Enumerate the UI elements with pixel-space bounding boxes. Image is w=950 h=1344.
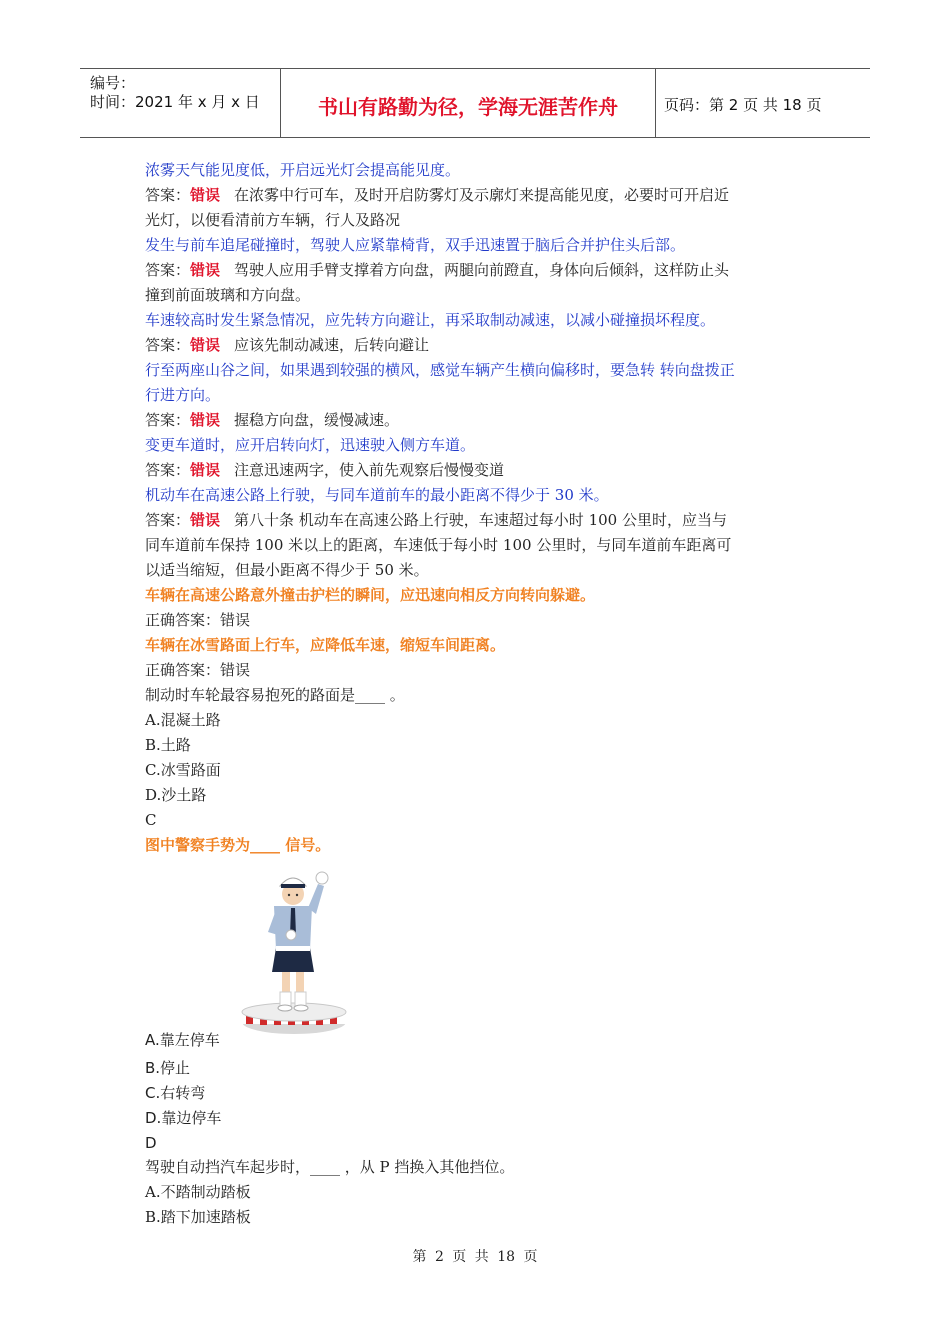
right-sock xyxy=(295,992,306,1006)
answer-label: 答案： xyxy=(145,411,191,429)
answer-label: 答案： xyxy=(145,511,191,529)
answer-line xyxy=(145,260,729,280)
answer-label: 答案： xyxy=(145,186,191,204)
belt xyxy=(276,946,310,951)
answer-verdict: 错误 xyxy=(190,186,221,204)
question-text: 制动时车轮最容易抱死的路面是____ 。 xyxy=(145,686,405,704)
answer-verdict: 错误 xyxy=(190,411,221,429)
answer-line xyxy=(145,510,727,530)
raised-arm xyxy=(308,884,324,914)
answer-line xyxy=(145,335,429,355)
question-text: 车辆在高速公路意外撞击护栏的瞬间，应迅速向相反方向转向躲避。 xyxy=(145,586,596,604)
answer-verdict: 错误 xyxy=(190,336,221,354)
correct-answer: 正确答案：错误 xyxy=(145,611,251,629)
option-a: A.靠左停车 xyxy=(145,1031,220,1049)
header-motto-cell xyxy=(280,69,656,137)
page-header xyxy=(80,68,870,138)
answer-explanation: 在浓雾中行可车，及时开启防雾灯及示廓灯来提高能见度，必要时可开启近 xyxy=(234,186,730,204)
answer-verdict: 错误 xyxy=(190,261,221,279)
answer-explanation: 光灯，以便看清前方车辆，行人及路况 xyxy=(145,211,401,229)
answer-explanation: 撞到前面玻璃和方向盘。 xyxy=(145,286,311,304)
answer-explanation: 注意迅速两字，使入前先观察后慢慢变道 xyxy=(234,461,505,479)
header-meta-cell xyxy=(80,69,280,137)
platform-top xyxy=(242,1003,346,1021)
header-motto: 书山有路勤为径，学海无涯苦作舟 xyxy=(318,95,618,119)
doc-date-label: 时间：2021 年 x 月 x 日 xyxy=(90,93,260,111)
answer-label: 答案： xyxy=(145,461,191,479)
option-d: D.沙土路 xyxy=(145,786,207,804)
right-shoe xyxy=(294,1005,308,1011)
answer-explanation: 应该先制动减速，后转向避让 xyxy=(234,336,430,354)
option-b: B.踏下加速踏板 xyxy=(145,1208,251,1226)
question-text: 驾驶自动挡汽车起步时，____ ，从 P 挡换入其他挡位。 xyxy=(145,1158,515,1176)
option-a: A.混凝土路 xyxy=(145,711,221,729)
cap-band xyxy=(281,884,305,888)
traffic-police-illustration xyxy=(236,862,350,1038)
correct-answer: 正确答案：错误 xyxy=(145,661,251,679)
answer-explanation: 以适当缩短，但最小距离不得少于 50 米。 xyxy=(145,561,429,579)
option-d: D.靠边停车 xyxy=(145,1109,222,1127)
question-text: 浓雾天气能见度低，开启远光灯会提高能见度。 xyxy=(145,161,461,179)
answer-label: 答案： xyxy=(145,261,191,279)
raised-hand-glove xyxy=(316,872,328,884)
question-text: 车辆在冰雪路面上行车，应降低车速，缩短车间距离。 xyxy=(145,636,506,654)
question-text: 发生与前车追尾碰撞时，驾驶人应紧靠椅背，双手迅速置于脑后合并护住头后部。 xyxy=(145,236,686,254)
question-text: 车速较高时发生紧急情况，应先转方向避让，再采取制动减速，以减小碰撞损坏程度。 xyxy=(145,311,716,329)
answer-explanation: 同车道前车保持 100 米以上的距离，车速低于每小时 100 公里时，与同车道前车距离可 xyxy=(145,536,732,554)
question-text: 图中警察手势为____ 信号。 xyxy=(145,836,331,854)
answer-line xyxy=(145,185,729,205)
header-page-cell xyxy=(656,69,870,137)
left-sock xyxy=(280,992,291,1006)
skirt xyxy=(272,948,314,972)
answer-verdict: 错误 xyxy=(190,511,221,529)
question-text: 行进方向。 xyxy=(145,386,221,404)
question-text: 变更车道时，应开启转向灯，迅速驶入侧方车道。 xyxy=(145,436,476,454)
option-b: B.停止 xyxy=(145,1059,191,1077)
option-b: B.土路 xyxy=(145,736,191,754)
question-text: 机动车在高速公路上行驶，与同车道前车的最小距离不得少于 30 米。 xyxy=(145,486,609,504)
answer-label: 答案： xyxy=(145,336,191,354)
answer-line xyxy=(145,410,399,430)
answer-explanation: 驾驶人应用手臂支撑着方向盘，两腿向前蹬直，身体向后倾斜，这样防止头 xyxy=(234,261,730,279)
answer-verdict: 错误 xyxy=(190,461,221,479)
answer-letter: D xyxy=(145,1134,157,1152)
bent-hand-glove xyxy=(286,930,296,940)
answer-letter: C xyxy=(145,811,157,829)
option-a: A.不踏制动踏板 xyxy=(145,1183,251,1201)
answer-explanation: 握稳方向盘，缓慢减速。 xyxy=(234,411,400,429)
answer-explanation: 第八十条 机动车在高速公路上行驶，车速超过每小时 100 公里时，应当与 xyxy=(234,511,727,529)
page-footer: 第 2 页 共 18 页 xyxy=(412,1249,538,1265)
option-c: C.右转弯 xyxy=(145,1084,206,1102)
answer-line xyxy=(145,460,504,480)
option-c: C.冰雪路面 xyxy=(145,761,221,779)
header-page-number: 页码：第 2 页 共 18 页 xyxy=(664,96,822,114)
doc-number-label: 编号： xyxy=(90,74,136,92)
left-shoe xyxy=(278,1005,292,1011)
question-text: 行至两座山谷之间，如果遇到较强的横风，感觉车辆产生横向偏移时，要急转 转向盘拨正 xyxy=(145,361,735,379)
